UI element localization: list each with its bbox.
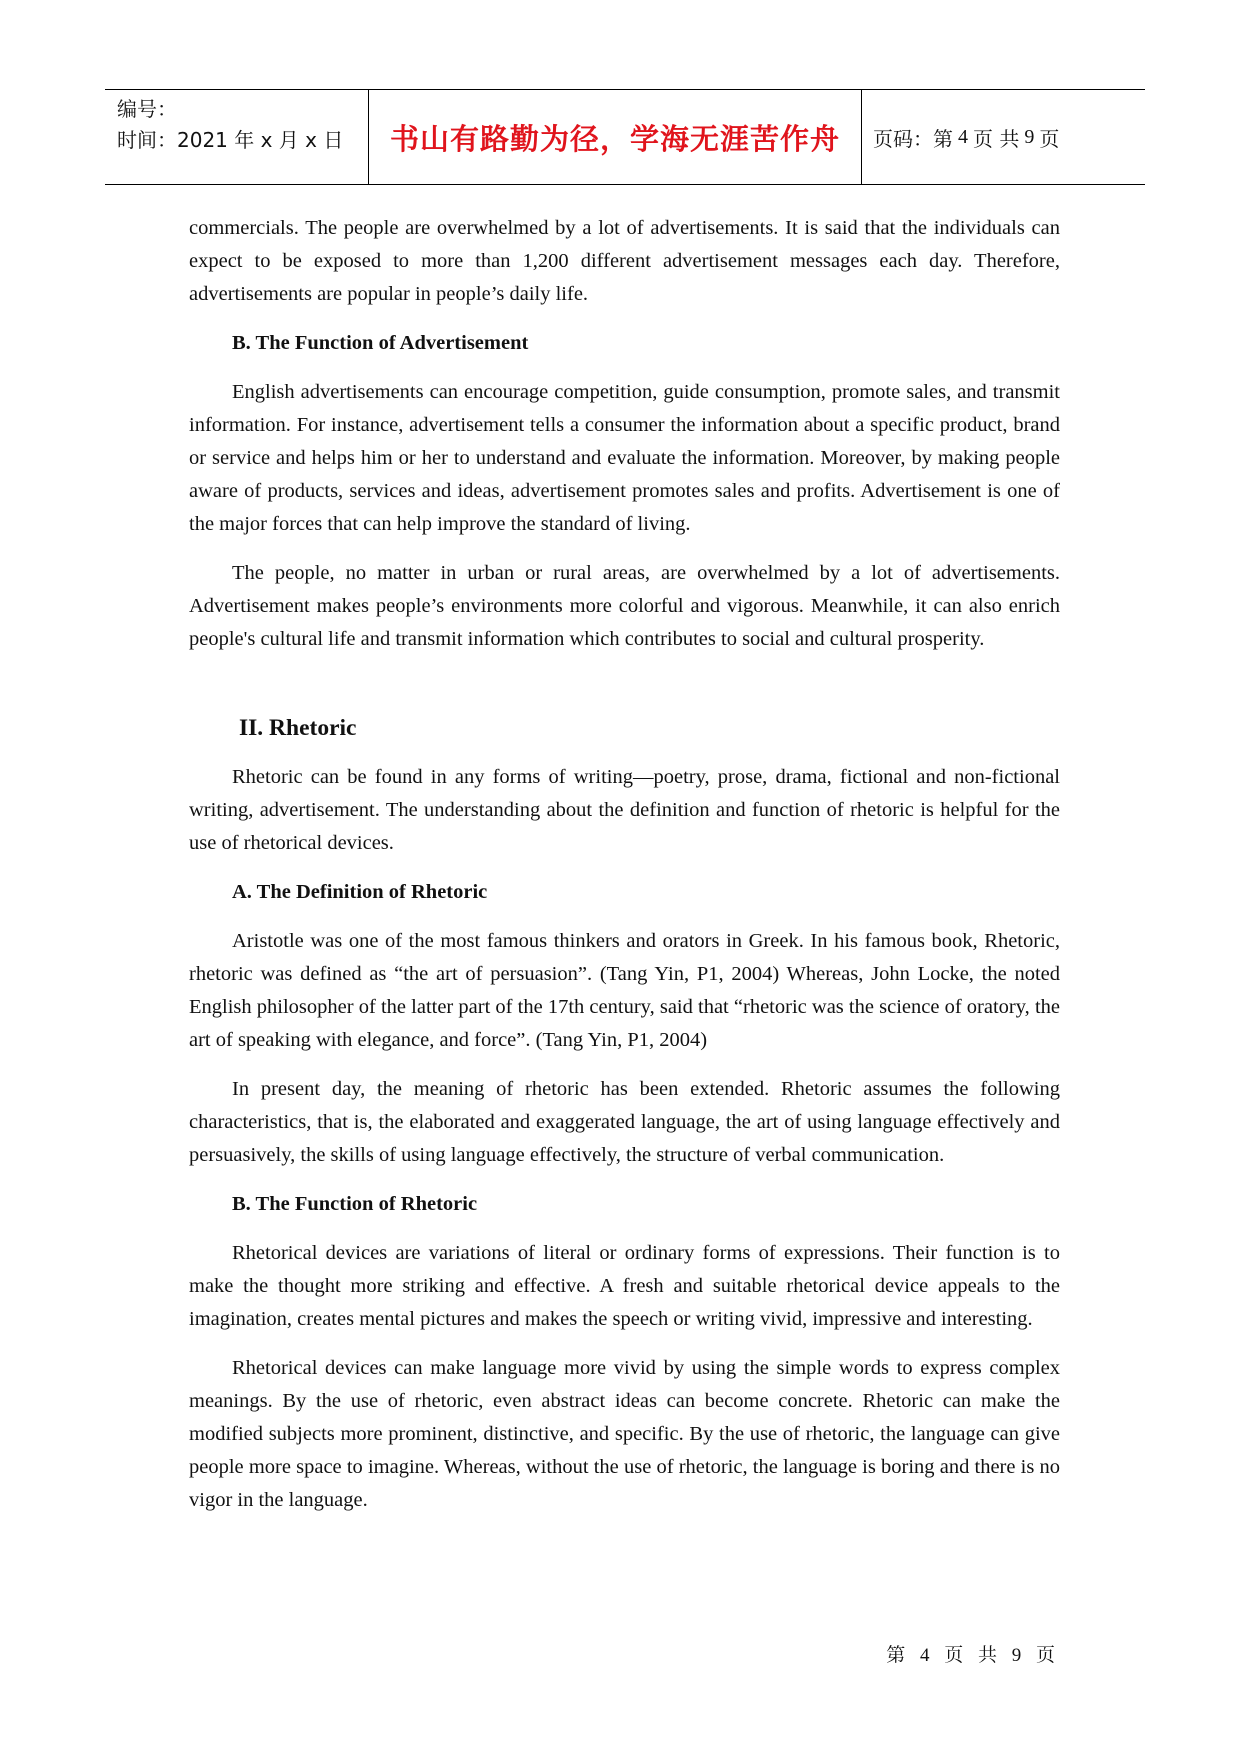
header-page-current: 4 [958, 125, 968, 148]
header-divider [861, 90, 862, 184]
document-body [189, 212, 1060, 1533]
paragraph: The people, no matter in urban or rural areas, are overwhelmed by a lot of advertisements. Advertisement makes people’s environments more colorful and vigorous. Meanwhile, it can also enrich people's cultural life and transmit information which contributes to social and cultural prosperity. [189, 562, 1060, 650]
header-page-indicator [873, 90, 1059, 184]
page-footer: 第 4 页 共 9 页 [886, 1645, 1060, 1666]
subheading-definition-of-rhetoric: A. The Definition of Rhetoric [232, 881, 488, 903]
header-page-mid: 页 共 [973, 126, 1020, 151]
paragraph: Rhetoric can be found in any forms of writing—poetry, prose, drama, fictional and non-fictional writing, advertisement. The understanding about the definition and function of rhetoric is helpful for the use of rhetorical devices. [189, 766, 1060, 854]
paragraph-intro: commercials. The people are overwhelmed by a lot of advertisements. It is said that the individuals can expect to be exposed to more than 1,200 different advertisement messages each day. Therefore, advertisements are popular in people’s daily life. [189, 217, 1060, 305]
header-page-total: 9 [1024, 125, 1035, 148]
header-meta [117, 94, 343, 156]
paragraph: In present day, the meaning of rhetoric has been extended. Rhetoric assumes the following characteristics, that is, the elaborated and exaggerated language, the art of using language effectively and persuasively, the skills of using language effectively, the structure of verbal communication. [189, 1078, 1060, 1166]
paragraph: Rhetorical devices are variations of literal or ordinary forms of expressions. Their function is to make the thought more striking and effective. A fresh and suitable rhetorical device appeals to the imagination, creates mental pictures and makes the speech or writing vivid, impressive and interesting. [189, 1242, 1060, 1330]
header-number-label: 编号： [117, 97, 177, 121]
header-time: 时间：2021 年 x 月 x 日 [117, 128, 344, 152]
subheading-function-of-advertisement: B. The Function of Advertisement [232, 332, 529, 354]
header-page-prefix: 页码：第 [873, 126, 953, 151]
section-heading-rhetoric: II. Rhetoric [239, 715, 357, 741]
page-header [105, 89, 1145, 185]
paragraph: Rhetorical devices can make language more vivid by using the simple words to express complex meanings. By the use of rhetoric, even abstract ideas can become concrete. Rhetoric can make the modified subjects more prominent, distinctive, and specific. By the use of rhetoric, the language can give people more space to imagine. Whereas, without the use of rhetoric, the language is boring and there is no vigor in the language. [189, 1357, 1060, 1511]
header-motto: 书山有路勤为径，学海无涯苦作舟 [389, 121, 840, 156]
paragraph: English advertisements can encourage competition, guide consumption, promote sales, and transmit information. For instance, advertisement tells a consumer the information about a specific product, brand or service and helps him or her to understand and evaluate the information. Moreover, by making people aware of products, services and ideas, advertisement promotes sales and profits. Advertisement is one of the major forces that can help improve the standard of living. [189, 381, 1060, 535]
paragraph: Aristotle was one of the most famous thinkers and orators in Greek. In his famous book, Rhetoric, rhetoric was defined as “the art of persuasion”. (Tang Yin, P1, 2004) Whereas, John Locke, the noted English philosopher of the latter part of the 17th century, said that “rhetoric was the science of oratory, the art of speaking with elegance, and force”. (Tang Yin, P1, 2004) [189, 930, 1060, 1051]
header-page-suffix: 页 [1039, 126, 1060, 151]
subheading-function-of-rhetoric: B. The Function of Rhetoric [232, 1193, 478, 1215]
